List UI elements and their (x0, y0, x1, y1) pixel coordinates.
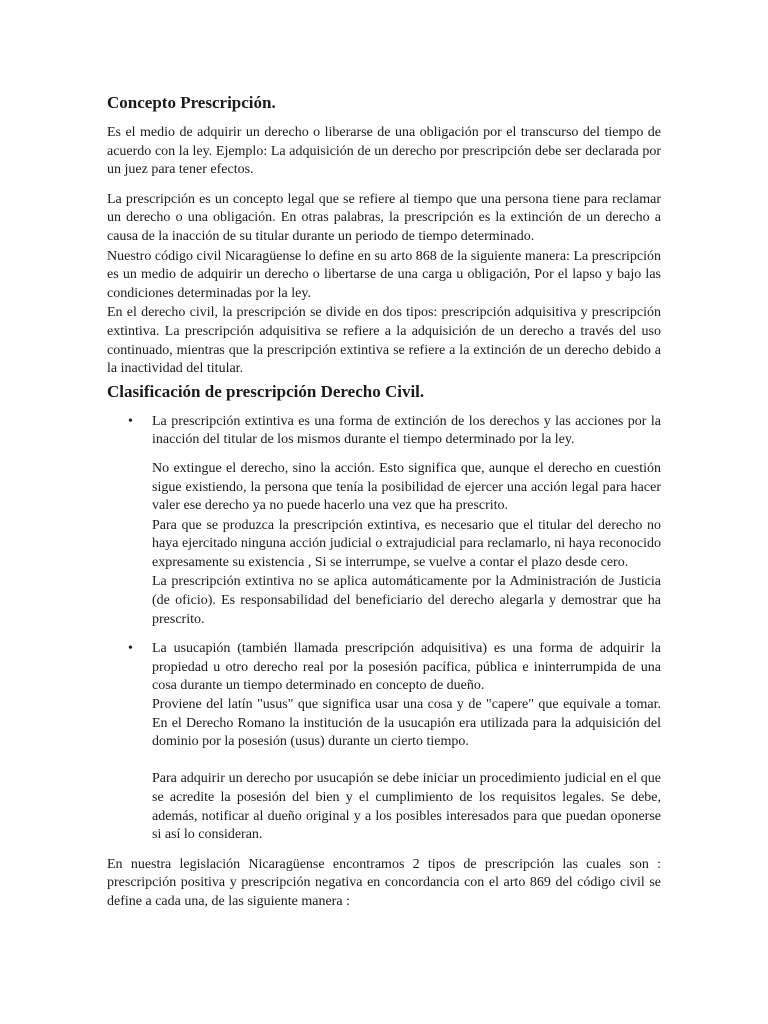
list-item-paragraph: Proviene del latín "usus" que significa usar una cosa y de "capere" que equivale a tomar. En el Derecho Romano la institución de la usucapión era utilizada para la adquisición del dominio por la posesión (usus) durante un cierto tiempo. (152, 697, 661, 750)
list-item-paragraph: La prescripción extintiva no se aplica automáticamente por la Administración de Justicia (de oficio). Es responsabilidad del beneficiario del derecho alegarla y demostrar que ha prescrito. (152, 574, 661, 627)
intro-paragraph-civil-code: Nuestro código civil Nicaragüense lo define en su arto 868 de la siguiente manera: La prescripción es un medio de adquirir un derecho o libertarse de una carga u obligación, Por el lapso y bajo las condiciones determinadas por la ley. (107, 248, 661, 301)
classification-list (107, 413, 661, 845)
intro-paragraph-concept: La prescripción es un concepto legal que se refiere al tiempo que una persona tiene para reclamar un derecho o una obligación. En otras palabras, la prescripción es la extinción de un derecho a causa de la inacción de su titular durante un periodo de tiempo determinado. (107, 191, 661, 244)
intro-paragraph-definition: Es el medio de adquirir un derecho o liberarse de una obligación por el transcurso del tiempo de acuerdo con la ley. Ejemplo: La adquisición de un derecho por prescripción debe ser declarada por un juez para tener efectos. (107, 125, 661, 178)
list-item-lead: La prescripción extintiva es una forma de extinción de los derechos y las acciones por la inacción del titular de los mismos durante el tiempo determinado por la ley. (152, 413, 661, 448)
document-title: Concepto Prescripción. (107, 93, 276, 112)
list-item-paragraph: Para que se produzca la prescripción extintiva, es necesario que el titular del derecho no haya ejercitado ninguna acción judicial o extrajudicial para reclamarlo, ni haya reconocido expresamente su existencia , Si se interrumpe, se vuelve a contar el plazo desde cero. (152, 517, 661, 570)
list-item-paragraph: Para adquirir un derecho por usucapión se debe iniciar un procedimiento judicial en el que se acredite la posesión del bien y el cumplimiento de los requisitos legales. Se debe, además, notificar al dueño original y a los posibles interesados para que puedan oponerse si así lo consideran. (152, 771, 661, 843)
blank-line (152, 752, 661, 771)
document-page (107, 92, 661, 912)
list-item-extintiva (107, 413, 661, 630)
bullet-icon: • (128, 641, 133, 657)
list-item-paragraph: No extingue el derecho, sino la acción. Esto significa que, aunque el derecho en cuestión sigue existiendo, la persona que tenía la posibilidad de ejercer una acción legal para hacer valer ese derecho ya no puede hacerlo una vez que ha prescrito. (152, 460, 661, 514)
list-item-usucapion (107, 640, 661, 845)
list-item-lead: La usucapión (también llamada prescripción adquisitiva) es una forma de adquirir la propiedad u otro derecho real por la posesión pacífica, pública e ininterrumpida de una cosa durante un tiempo determinado en concepto de dueño. (152, 641, 661, 694)
section-title-classification: Clasificación de prescripción Derecho Civil. (107, 381, 425, 401)
intro-paragraph-types: En el derecho civil, la prescripción se divide en dos tipos: prescripción adquisitiva y prescripción extintiva. La prescripción adquisitiva se refiere a la adquisición de un derecho a través del uso continuado, mientras que la prescripción extintiva se refiere a la extinción de un derecho debido a la inactividad del titular. (107, 305, 661, 377)
bullet-icon: • (128, 413, 133, 429)
closing-paragraph: En nuestra legislación Nicaragüense encontramos 2 tipos de prescripción las cuales son : prescripción positiva y prescripción negativa en concordancia con el arto 869 del código civil se define a cada una, de las siguiente manera : (107, 856, 661, 909)
